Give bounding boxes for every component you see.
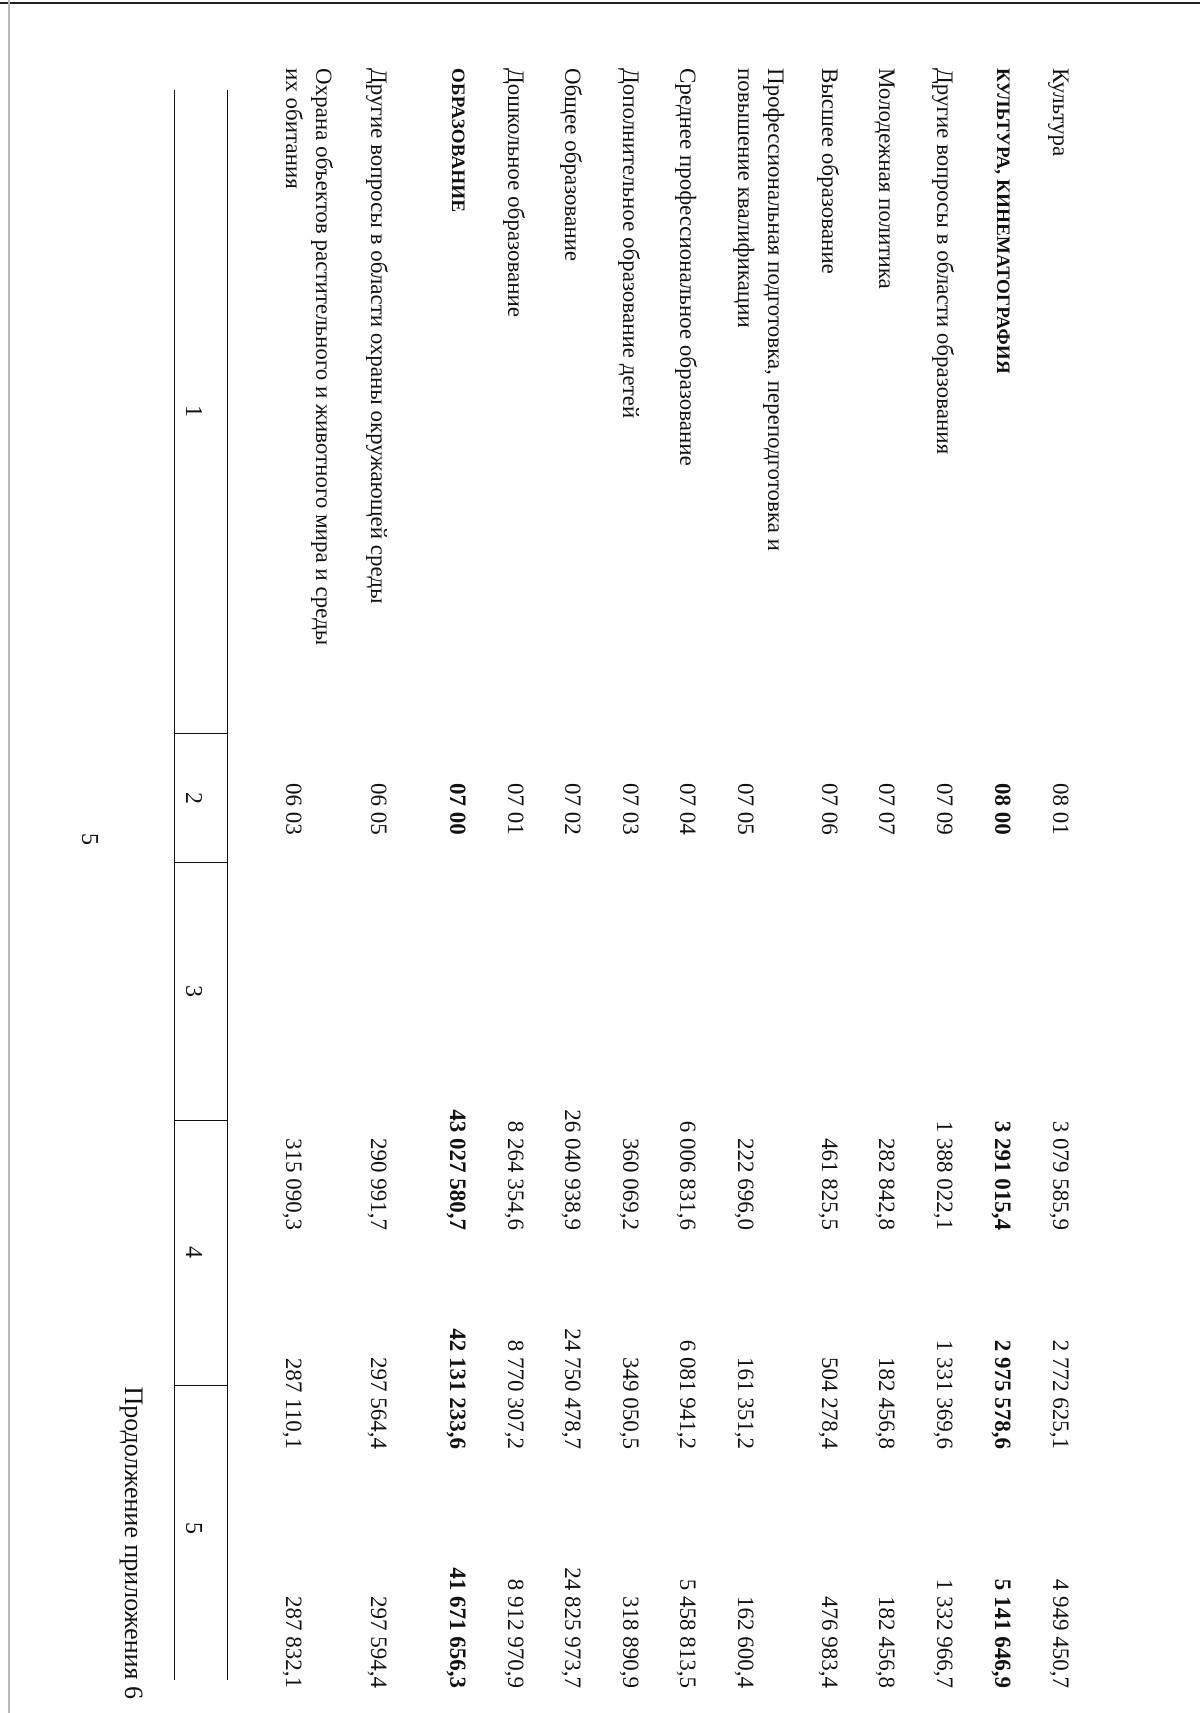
column-header-2: 2 (180, 792, 206, 804)
row-name: ОБРАЗОВАНИЕ (447, 68, 468, 213)
column-header-5: 5 (180, 1522, 206, 1534)
row-value-col3: 6 006 831,6 (675, 1120, 700, 1230)
row-value-col4: 2 975 578,6 (990, 1339, 1015, 1449)
row-code: 06 05 (366, 783, 391, 835)
header-rule-top (174, 90, 175, 1680)
row-value-col4: 504 278,4 (817, 1357, 842, 1449)
row-value-col5: 24 825 973,7 (560, 1567, 585, 1688)
row-value-col5: 41 671 656,3 (445, 1567, 470, 1688)
row-value-col4: 287 110,1 (281, 1357, 306, 1449)
header-divider (174, 733, 228, 734)
row-code: 07 02 (560, 783, 585, 835)
row-name: Среднее профессиональное образование (675, 68, 700, 466)
page-number: 5 (76, 833, 102, 845)
row-code: 07 03 (618, 783, 643, 835)
row-name: Молодежная политика (874, 68, 899, 289)
row-value-col4: 297 564,4 (366, 1357, 391, 1449)
row-value-col5: 8 912 970,9 (503, 1578, 528, 1688)
row-code: 07 00 (445, 783, 470, 835)
header-rule-bottom (227, 90, 228, 1680)
row-value-col3: 315 090,3 (281, 1138, 306, 1230)
row-value-col4: 1 331 369,6 (932, 1339, 957, 1449)
row-name: Другие вопросы в области образования (932, 68, 957, 455)
row-name: Общее образование (560, 68, 585, 262)
row-code: 08 01 (1048, 783, 1073, 835)
row-value-col4: 24 750 478,7 (560, 1328, 585, 1449)
continuation-label: Продолжение приложения 6 (119, 1386, 148, 1699)
row-name: Охрана объектов растительного и животного мира и среды их обитания (281, 68, 336, 646)
row-value-col3: 43 027 580,7 (445, 1109, 470, 1230)
row-value-col4: 6 081 941,2 (675, 1339, 700, 1449)
row-code: 08 00 (990, 783, 1015, 835)
row-name: Дополнительное образование детей (618, 68, 643, 419)
row-value-col4: 42 131 233,6 (445, 1328, 470, 1449)
row-value-col3: 3 291 015,4 (990, 1120, 1015, 1230)
row-value-col4: 182 456,8 (874, 1357, 899, 1449)
header-divider (174, 862, 228, 863)
row-value-col3: 1 388 022,1 (932, 1120, 957, 1230)
row-value-col3: 360 069,2 (618, 1138, 643, 1230)
row-name: Дошкольное образование (503, 68, 528, 318)
row-value-col4: 161 351,2 (733, 1357, 758, 1449)
row-name: Профессиональная подготовка, переподготовка и повышение квалификации (733, 68, 788, 551)
row-code: 07 04 (675, 783, 700, 835)
row-code: 07 09 (932, 783, 957, 835)
row-name: Другие вопросы в области охраны окружающей среды (366, 68, 391, 604)
row-code: 07 07 (874, 783, 899, 835)
header-divider (174, 1120, 228, 1121)
row-value-col4: 349 050,5 (618, 1357, 643, 1449)
header-divider (174, 1385, 228, 1386)
row-code: 07 06 (817, 783, 842, 835)
row-value-col5: 4 949 450,7 (1048, 1578, 1073, 1688)
row-code: 07 01 (503, 783, 528, 835)
row-value-col5: 182 456,8 (874, 1596, 899, 1688)
row-value-col5: 297 594,4 (366, 1596, 391, 1688)
row-value-col5: 1 332 966,7 (932, 1578, 957, 1688)
row-value-col3: 3 079 585,9 (1048, 1120, 1073, 1230)
row-value-col5: 162 600,4 (733, 1596, 758, 1688)
row-value-col5: 476 983,4 (817, 1596, 842, 1688)
row-value-col3: 8 264 354,6 (503, 1120, 528, 1230)
row-name: КУЛЬТУРА, КИНЕМАТОГРАФИЯ (992, 68, 1013, 374)
row-value-col5: 287 832,1 (281, 1596, 306, 1688)
row-value-col4: 8 770 307,2 (503, 1339, 528, 1449)
row-value-col5: 5 458 813,5 (675, 1578, 700, 1688)
row-value-col3: 26 040 938,9 (560, 1109, 585, 1230)
row-code: 06 03 (281, 783, 306, 835)
column-header-3: 3 (180, 985, 206, 997)
row-value-col3: 222 696,0 (733, 1138, 758, 1230)
row-code: 07 05 (733, 783, 758, 835)
row-value-col3: 282 842,8 (874, 1138, 899, 1230)
row-value-col5: 318 890,9 (618, 1596, 643, 1688)
row-value-col3: 290 991,7 (366, 1138, 391, 1230)
row-name: Высшее образование (817, 68, 842, 274)
column-header-1: 1 (180, 405, 206, 417)
column-header-4: 4 (180, 1246, 206, 1258)
row-value-col3: 461 825,5 (817, 1138, 842, 1230)
row-value-col4: 2 772 625,1 (1048, 1339, 1073, 1449)
row-name: Культура (1048, 68, 1073, 157)
row-value-col5: 5 141 646,9 (990, 1578, 1015, 1688)
